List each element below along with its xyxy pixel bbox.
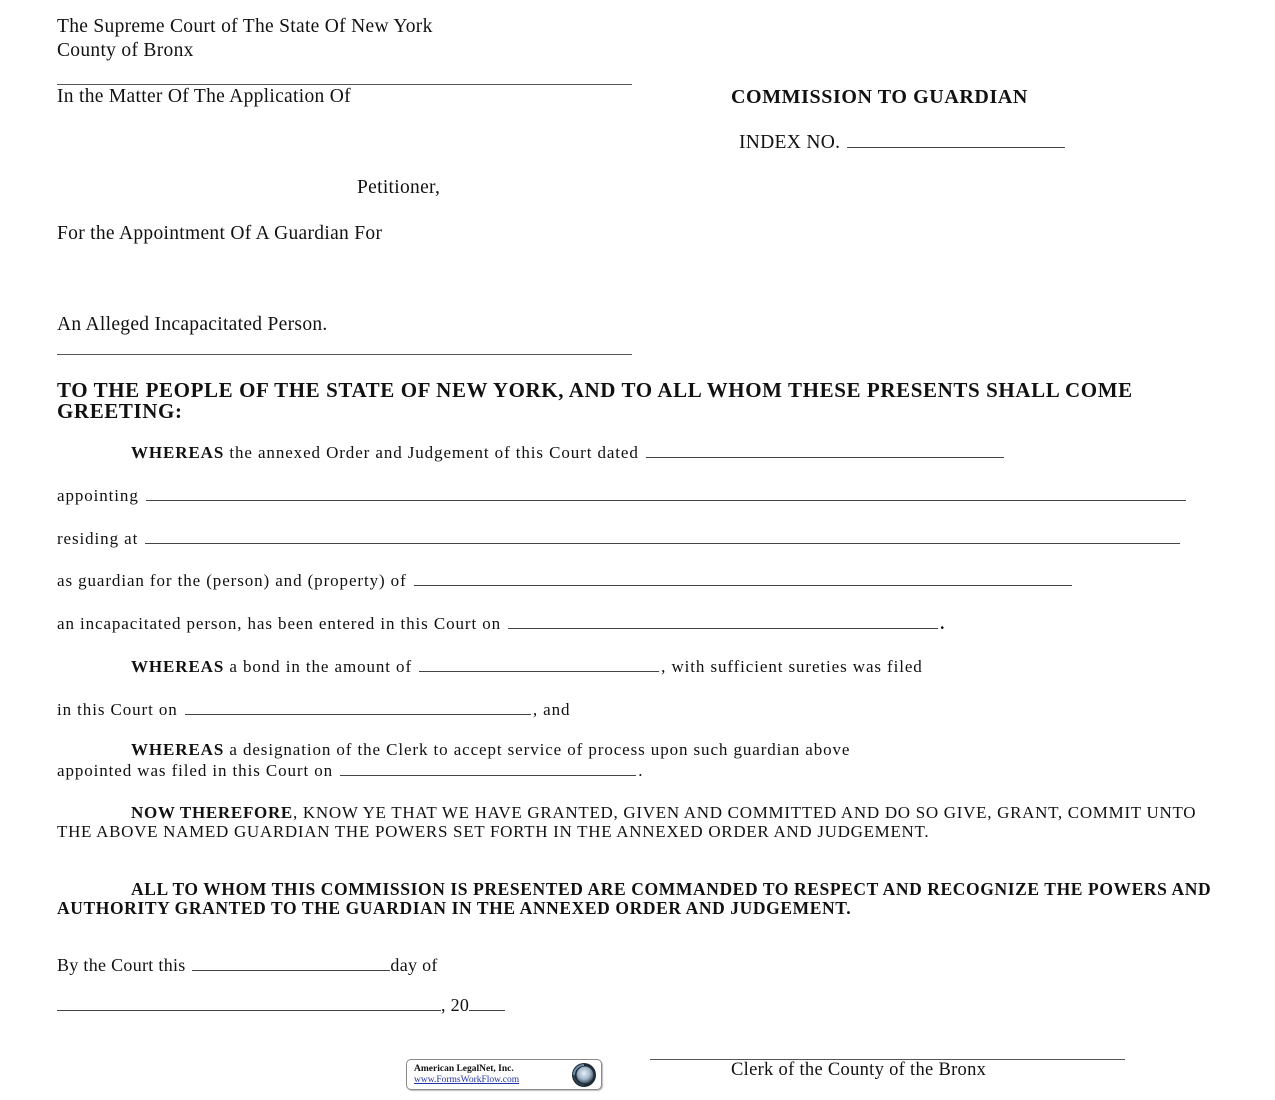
designation-filed-line bbox=[57, 761, 643, 781]
year-prefix: , 20 bbox=[441, 995, 470, 1015]
order-date-blank[interactable] bbox=[646, 443, 1004, 458]
petitioner-label: Petitioner, bbox=[357, 177, 441, 198]
logo-url-link[interactable]: www.FormsWorkFlow.com bbox=[414, 1075, 520, 1085]
whereas-bond-text-after: , with sufficient sureties was filed bbox=[661, 657, 923, 676]
whereas-designation-line bbox=[131, 740, 850, 760]
year-blank[interactable] bbox=[469, 996, 505, 1011]
bond-amount-blank[interactable] bbox=[419, 657, 659, 672]
entered-label: an incapacitated person, has been entered in this Court on bbox=[57, 614, 502, 633]
court-name: The Supreme Court of The State Of New York bbox=[57, 16, 433, 37]
guardian-for-line bbox=[57, 571, 1074, 591]
bond-filed-label: in this Court on bbox=[57, 700, 178, 719]
clerk-label: Clerk of the County of the Bronx bbox=[731, 1060, 987, 1080]
whereas-order-text: the annexed Order and Judgement of this Court dated bbox=[224, 443, 644, 462]
bond-filed-line bbox=[57, 700, 570, 720]
month-blank[interactable] bbox=[57, 996, 441, 1011]
caption-bottom-rule bbox=[57, 354, 632, 355]
whereas-order-line bbox=[131, 443, 1006, 463]
guardian-for-blank[interactable] bbox=[414, 571, 1072, 586]
now-therefore-paragraph bbox=[57, 803, 1227, 841]
appointing-blank[interactable] bbox=[146, 486, 1186, 501]
month-year-line bbox=[57, 995, 507, 1016]
greeting-heading: TO THE PEOPLE OF THE STATE OF NEW YORK, AND TO ALL WHOM THESE PRESENTS SHALL COME GREETING: bbox=[57, 378, 1133, 423]
logo-company-name: American LegalNet, Inc. bbox=[414, 1064, 514, 1074]
day-blank[interactable] bbox=[192, 956, 390, 971]
document-title: COMMISSION TO GUARDIAN bbox=[731, 86, 1028, 108]
entered-line bbox=[57, 614, 945, 634]
residing-blank[interactable] bbox=[145, 529, 1180, 544]
all-to-whom-paragraph bbox=[57, 880, 1227, 917]
designation-date-blank[interactable] bbox=[340, 761, 636, 776]
now-therefore-keyword: NOW THEREFORE bbox=[131, 803, 293, 822]
aip-line: An Alleged Incapacitated Person. bbox=[57, 314, 328, 335]
by-court-line bbox=[57, 955, 438, 976]
entered-end: . bbox=[940, 614, 946, 633]
residing-label: residing at bbox=[57, 529, 139, 548]
caption-top-rule bbox=[57, 84, 632, 85]
appointing-line bbox=[57, 486, 1188, 506]
whereas-bond-text: a bond in the amount of bbox=[224, 657, 418, 676]
bond-filed-end: , and bbox=[532, 700, 571, 719]
matter-line: In the Matter Of The Application Of bbox=[57, 86, 351, 107]
whereas-designation-text: a designation of the Clerk to accept service of process upon such guardian above bbox=[224, 740, 851, 759]
county-name: County of Bronx bbox=[57, 40, 194, 61]
globe-icon bbox=[571, 1062, 597, 1088]
whereas-keyword: WHEREAS bbox=[131, 740, 225, 759]
american-legalnet-logo[interactable] bbox=[406, 1059, 602, 1090]
now-therefore-text: , KNOW YE THAT WE HAVE GRANTED, GIVEN AND COMMITTED AND DO SO GIVE, GRANT, COMMIT UNTO THE ABOVE NAMED GUARDIAN THE POWERS SET FORTH IN THE ANNEXED ORDER AND JUDGEMENT. bbox=[57, 803, 1197, 841]
whereas-bond-line bbox=[131, 657, 923, 677]
by-court-label: By the Court this bbox=[57, 955, 186, 975]
whereas-keyword: WHEREAS bbox=[131, 443, 225, 462]
index-number-field bbox=[739, 132, 1067, 154]
day-of-label: day of bbox=[390, 955, 438, 975]
index-number-blank[interactable] bbox=[847, 133, 1065, 148]
index-label: INDEX NO. bbox=[739, 132, 841, 153]
appointment-line: For the Appointment Of A Guardian For bbox=[57, 223, 383, 244]
designation-filed-label: appointed was filed in this Court on bbox=[57, 761, 334, 780]
bond-filed-date-blank[interactable] bbox=[185, 700, 531, 715]
appointing-label: appointing bbox=[57, 486, 139, 505]
whereas-keyword: WHEREAS bbox=[131, 657, 225, 676]
designation-end: . bbox=[638, 761, 644, 780]
all-to-whom-text: ALL TO WHOM THIS COMMISSION IS PRESENTED ARE COMMANDED TO RESPECT AND RECOGNIZE THE POWERS AND AUTHORITY GRANTED TO THE GUARDIAN IN THE ANNEXED ORDER AND JUDGEMENT. bbox=[57, 879, 1212, 918]
guardian-for-label: as guardian for the (person) and (property) of bbox=[57, 571, 407, 590]
residing-line bbox=[57, 529, 1182, 549]
entered-date-blank[interactable] bbox=[508, 614, 938, 629]
